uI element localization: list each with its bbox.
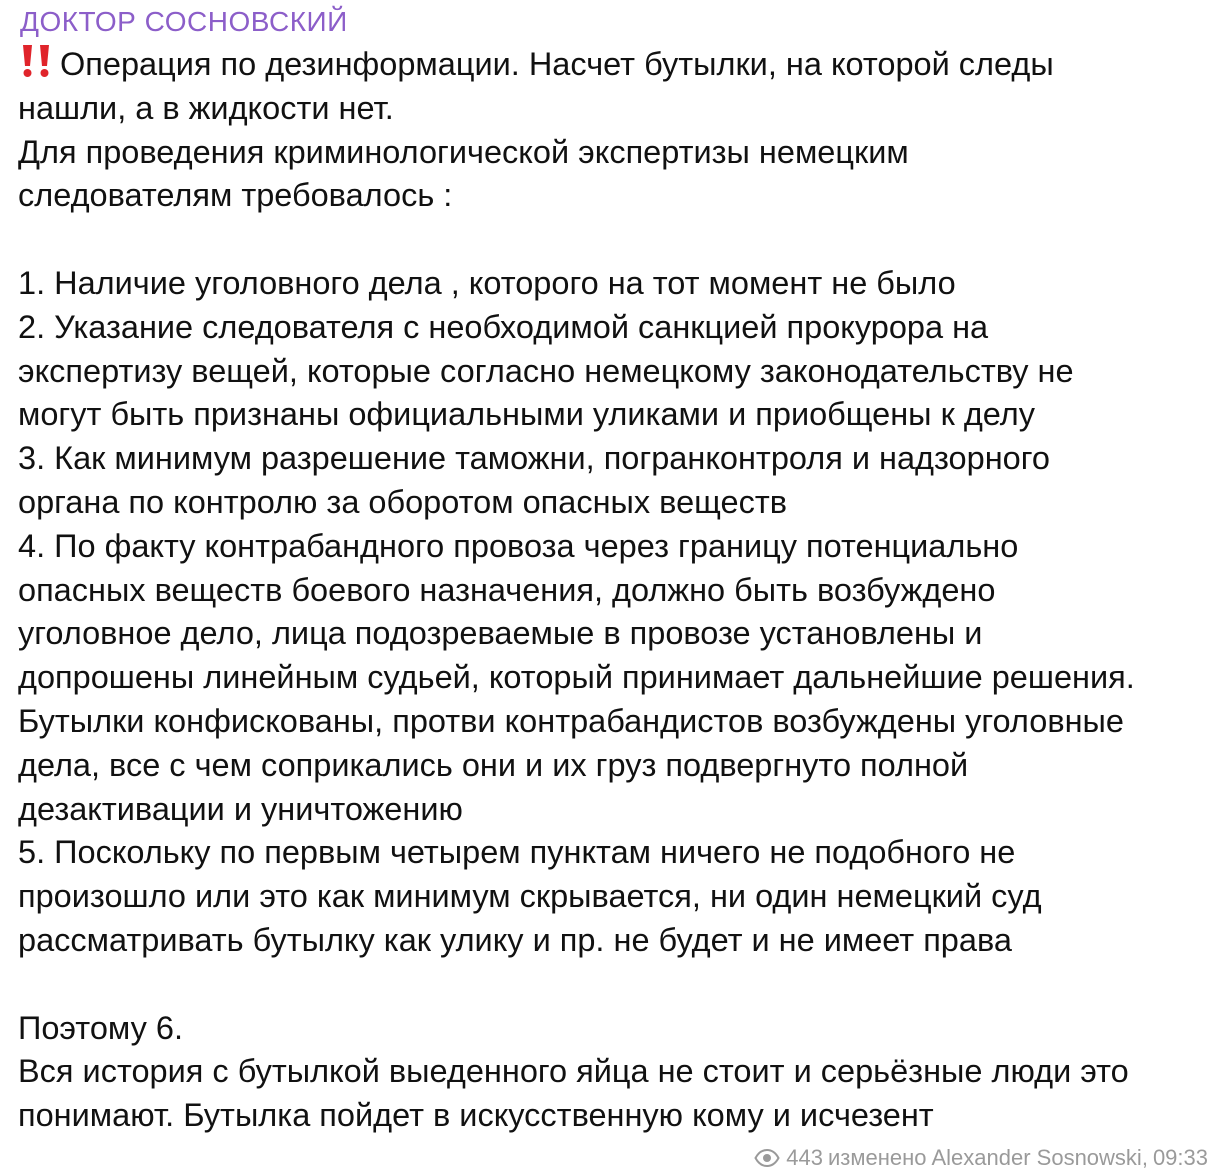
- text-line: понимают. Бутылка пойдет в искусственную кому и исчезент: [18, 1097, 934, 1134]
- text-line: опасных веществ боевого назначения, должно быть возбуждено: [18, 571, 996, 608]
- post-text: [18, 43, 1218, 1138]
- eye-icon: [754, 1149, 780, 1167]
- text-line: 5. Поскольку по первым четырем пунктам ничего не подобного не: [18, 834, 1016, 871]
- blank-line: [18, 218, 1218, 262]
- channel-name[interactable]: ДОКТОР СОСНОВСКИЙ: [20, 6, 348, 37]
- text-line: следователям требовалось :: [18, 177, 453, 214]
- text-line: Для проведения криминологической экспертизы немецким: [18, 133, 909, 170]
- text-line: дела, все с чем соприкались они и их груз подвергнуто полной: [18, 746, 969, 783]
- message-meta: [754, 1145, 1208, 1171]
- post-time: 09:33: [1152, 1145, 1208, 1170]
- text-line: могут быть признаны официальными уликами и приобщены к делу: [18, 396, 1035, 433]
- text-line: 4. По факту контрабандного провоза через границу потенциально: [18, 527, 1019, 564]
- text-line: дезактивации и уничтожению: [18, 790, 463, 827]
- text-line: органа по контролю за оборотом опасных веществ: [18, 483, 788, 520]
- text-line: Вся история с бутылкой выеденного яйца не стоит и серьёзные люди это: [18, 1053, 1129, 1090]
- text-line: уголовное дело, лица подозреваемые в провозе установлены и: [18, 615, 983, 652]
- text-line-content: Операция по дезинформации. Насчет бутылки, на которой следы: [60, 46, 1054, 82]
- text-line: 2. Указание следователя с необходимой санкцией прокурора на: [18, 308, 989, 345]
- text-line: 1. Наличие уголовного дела , которого на тот момент не было: [18, 264, 956, 301]
- double-exclamation-icon: [18, 44, 58, 78]
- text-line: рассматривать бутылку как улику и пр. не будет и не имеет права: [18, 921, 1012, 958]
- text-line: Бутылки конфискованы, протви контрабандистов возбуждены уголовные: [18, 702, 1124, 739]
- text-line: произошло или это как минимум скрывается, ни один немецкий суд: [18, 878, 1042, 915]
- text-line: допрошены линейным судьей, который принимает дальнейшие решения.: [18, 659, 1135, 696]
- text-line: экспертизу вещей, которые согласно немецкому законодательству не: [18, 352, 1074, 389]
- text-line: нашли, а в жидкости нет.: [18, 89, 394, 126]
- post-author: Alexander Sosnowski,: [931, 1145, 1148, 1170]
- edited-label: изменено: [827, 1145, 927, 1170]
- views-count: 443: [786, 1145, 823, 1170]
- blank-line: [18, 963, 1218, 1007]
- text-line: 3. Как минимум разрешение таможни, погранконтроля и надзорного: [18, 440, 1050, 477]
- text-line: [18, 43, 1218, 87]
- text-line: Поэтому 6.: [18, 1009, 183, 1046]
